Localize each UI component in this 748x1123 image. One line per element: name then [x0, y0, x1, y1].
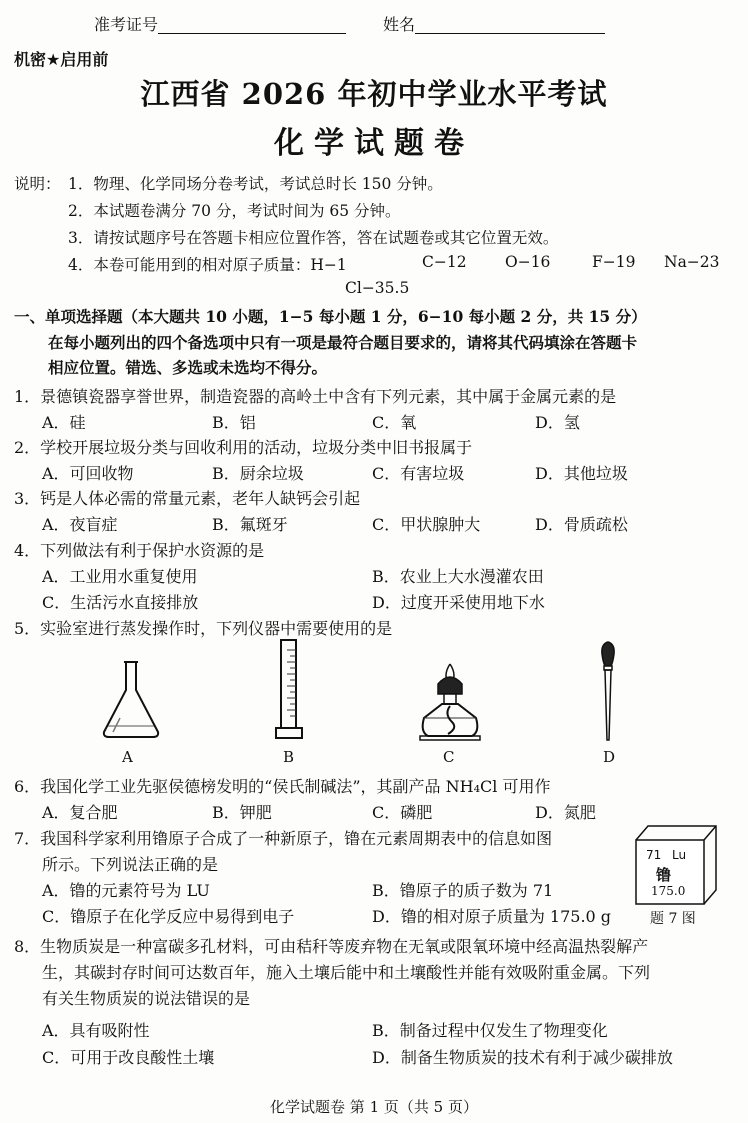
q1-option-b[interactable]: B．铝 [212, 413, 256, 432]
question-5-stem: 5．实验室进行蒸发操作时，下列仪器中需要使用的是 [14, 619, 393, 638]
section-instruction-1: 在每小题列出的四个备选项中只有一项是最符合题目要求的，请将其代码填涂在答题卡 [48, 333, 638, 352]
exam-id-blank[interactable] [158, 15, 346, 34]
q7-option-a[interactable]: A．镥的元素符号为 LU [42, 881, 210, 900]
q2-option-b[interactable]: B．厨余垃圾 [212, 464, 304, 483]
q3-option-a[interactable]: A．夜盲症 [42, 515, 118, 534]
figure-caption: 题 7 图 [650, 911, 696, 927]
q3-option-b[interactable]: B．氟斑牙 [212, 515, 288, 534]
q8-option-d[interactable]: D．制备生物质炭的技术有利于减少碳排放 [372, 1048, 673, 1067]
q5-option-b-label[interactable]: B [283, 748, 295, 766]
q5-option-c-label[interactable]: C [443, 748, 455, 766]
q6-option-b[interactable]: B．钾肥 [212, 803, 272, 822]
notes-label: 说明： [14, 175, 61, 193]
q8-option-c[interactable]: C．可用于改良酸性土壤 [42, 1048, 215, 1067]
question-2-stem: 2．学校开展垃圾分类与回收利用的活动，垃圾分类中旧书报属于 [14, 438, 473, 457]
conical-flask-icon[interactable] [100, 660, 162, 740]
exam-id-label: 准考证号 [94, 15, 159, 34]
question-7-stem-2: 所示。下列说法正确的是 [42, 855, 219, 874]
q3-option-d[interactable]: D．骨质疏松 [535, 515, 628, 534]
name-blank[interactable] [415, 15, 605, 34]
element-mass: 175.0 [651, 884, 686, 898]
page-footer: 化学试题卷 第 1 页（共 5 页） [270, 1098, 478, 1116]
note-4: 4．本卷可能用到的相对原子质量：H−1 [68, 256, 347, 274]
exam-title: 江西省 2026 年初中学业水平考试 [140, 77, 608, 111]
q2-option-d[interactable]: D．其他垃圾 [535, 464, 628, 483]
name-label: 姓名 [383, 15, 416, 34]
q2-option-c[interactable]: C．有害垃圾 [372, 464, 465, 483]
question-3-stem: 3．钙是人体必需的常量元素，老年人缺钙会引起 [14, 489, 361, 508]
exam-id-field[interactable] [94, 12, 346, 35]
q7-option-b[interactable]: B．镥原子的质子数为 71 [372, 881, 554, 900]
question-8-stem-1: 8．生物质炭是一种富碳多孔材料，可由秸秆等废弃物在无氧或限氧环境中经高温热裂解产 [14, 937, 649, 956]
question-8-stem-2: 生，其碳封存时间可达数百年，施入土壤后能中和土壤酸性并能有效吸附重金属。下列 [42, 963, 651, 982]
q4-option-b[interactable]: B．农业上大水漫灌农田 [372, 567, 544, 586]
question-1-stem: 1．景德镇瓷器享誉世界，制造瓷器的高岭土中含有下列元素，其中属于金属元素的是 [14, 387, 617, 406]
q8-option-a[interactable]: A．具有吸附性 [42, 1021, 150, 1040]
q8-option-b[interactable]: B．制备过程中仅发生了物理变化 [372, 1021, 608, 1040]
q2-option-a[interactable]: A．可回收物 [42, 464, 134, 483]
q1-option-d[interactable]: D．氢 [535, 413, 580, 432]
q6-option-c[interactable]: C．磷肥 [372, 803, 433, 822]
mass-f: F−19 [592, 253, 636, 271]
q4-option-a[interactable]: A．工业用水重复使用 [42, 567, 198, 586]
alcohol-lamp-icon[interactable] [414, 662, 486, 742]
section-heading: 一、单项选择题（本大题共 10 小题，1−5 每小题 1 分，6−10 每小题 2 分，共 15 分） [14, 307, 647, 326]
note-2: 2．本试题卷满分 70 分，考试时间为 65 分钟。 [68, 202, 401, 220]
question-4-stem: 4．下列做法有利于保护水资源的是 [14, 541, 265, 560]
mass-cl: Cl−35.5 [345, 279, 410, 297]
dropper-icon[interactable] [596, 640, 620, 744]
mass-na: Na−23 [664, 253, 720, 271]
q7-option-d[interactable]: D．镥的相对原子质量为 175.0 g [372, 907, 612, 926]
name-field[interactable] [383, 12, 605, 35]
secret-mark: 机密★启用前 [14, 50, 109, 69]
q3-option-c[interactable]: C．甲状腺肿大 [372, 515, 481, 534]
question-6-stem: 6．我国化学工业先驱侯德榜发明的“侯氏制碱法”，其副产品 NH₄Cl 可用作 [14, 777, 551, 796]
q6-option-d[interactable]: D．氮肥 [535, 803, 596, 822]
graduated-cylinder-icon[interactable] [274, 638, 304, 742]
mass-o: O−16 [505, 253, 551, 271]
q1-option-c[interactable]: C．氧 [372, 413, 417, 432]
q6-option-a[interactable]: A．复合肥 [42, 803, 118, 822]
q7-option-c[interactable]: C．镥原子在化学反应中易得到电子 [42, 907, 295, 926]
section-instruction-2: 相应位置。错选、多选或未选均不得分。 [48, 358, 328, 377]
q5-option-a-label[interactable]: A [122, 748, 133, 766]
element-symbol: Lu [672, 848, 687, 862]
mass-c: C−12 [422, 253, 467, 271]
question-7-stem-1: 7．我国科学家利用镥原子合成了一种新原子，镥在元素周期表中的信息如图 [14, 829, 553, 848]
q5-option-d-label[interactable]: D [603, 748, 616, 766]
element-name: 镥 [656, 866, 672, 884]
q4-option-d[interactable]: D．过度开采使用地下水 [372, 593, 545, 612]
q4-option-c[interactable]: C．生活污水直接排放 [42, 593, 199, 612]
q1-option-a[interactable]: A．硅 [42, 413, 86, 432]
question-8-stem-3: 有关生物质炭的说法错误的是 [42, 989, 251, 1008]
paper-title: 化学试题卷 [274, 126, 474, 161]
element-number: 71 [646, 848, 662, 862]
note-1: 1．物理、化学同场分卷考试，考试总时长 150 分钟。 [68, 175, 443, 193]
note-3: 3．请按试题序号在答题卡相应位置作答，答在试题卷或其它位置无效。 [68, 229, 559, 247]
